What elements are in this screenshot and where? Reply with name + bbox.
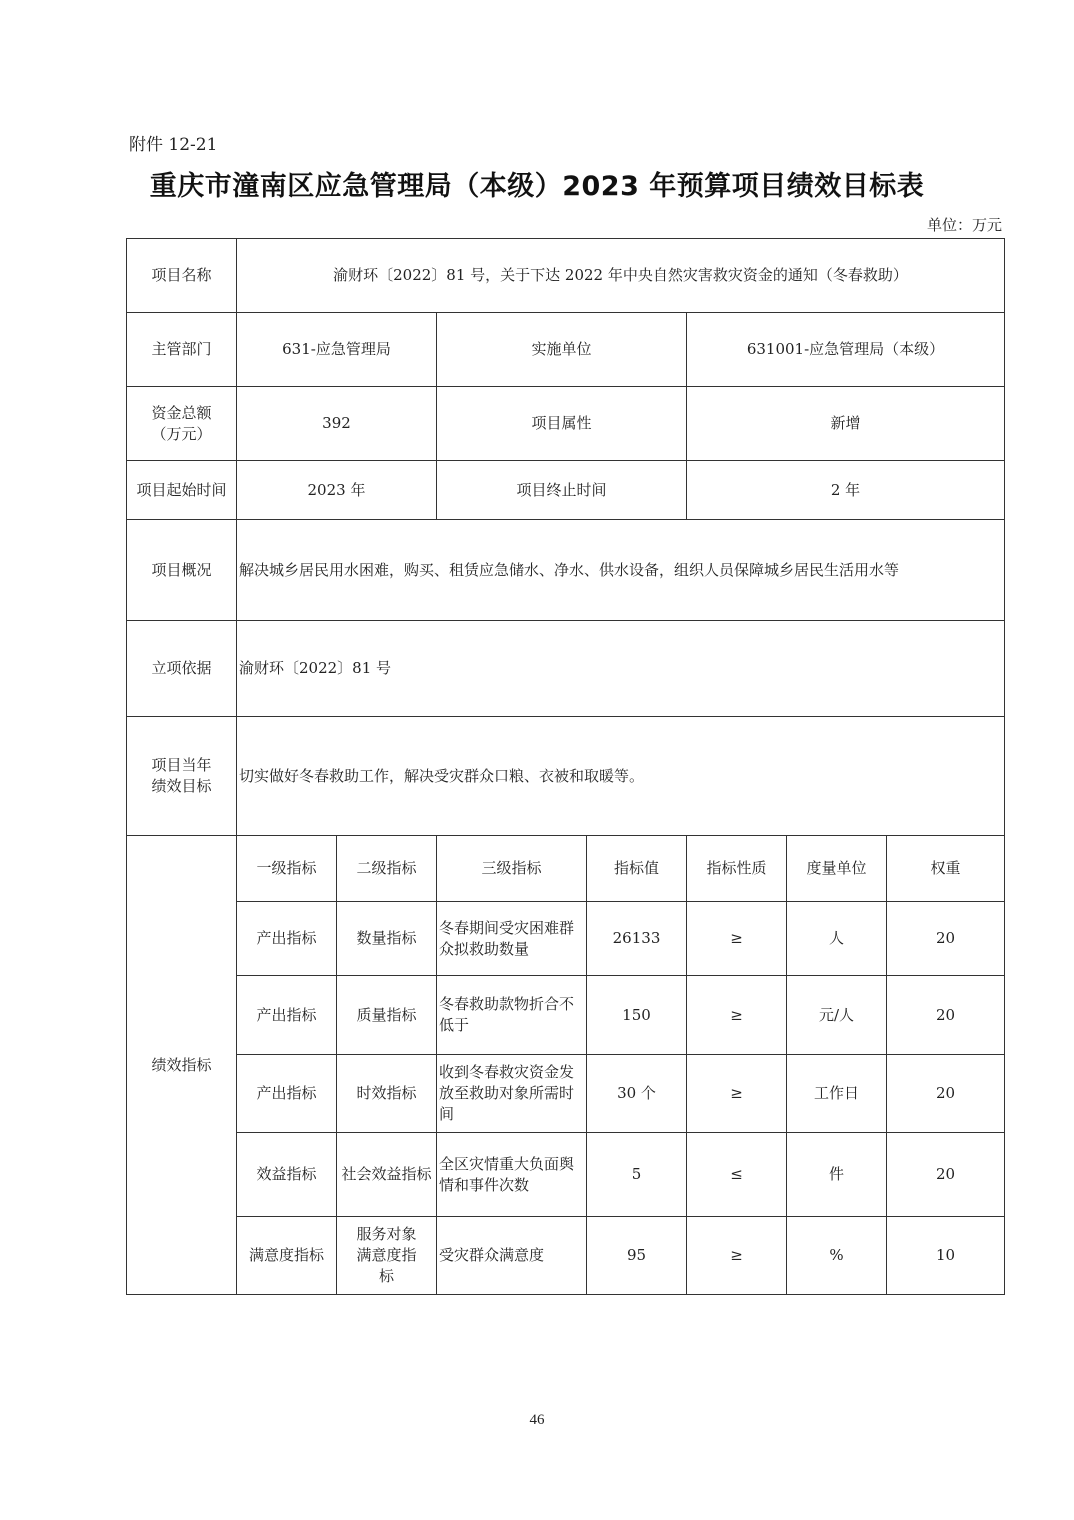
row-level3: 冬春期间受灾困难群众拟救助数量 bbox=[436, 901, 587, 976]
header-level3: 三级指标 bbox=[436, 835, 587, 902]
end-value: 2 年 bbox=[686, 460, 1005, 520]
row-nature: ≥ bbox=[686, 975, 787, 1055]
header-weight: 权重 bbox=[886, 835, 1005, 902]
row-value: 30 个 bbox=[586, 1054, 687, 1133]
overview-value: 解决城乡居民用水困难，购买、租赁应急储水、净水、供水设备，组织人员保障城乡居民生活用水等 bbox=[236, 519, 1005, 621]
row-level2: 时效指标 bbox=[336, 1054, 437, 1133]
row-unit: 件 bbox=[786, 1132, 887, 1217]
row-level2: 质量指标 bbox=[336, 975, 437, 1055]
row-value: 150 bbox=[586, 975, 687, 1055]
goal-label: 项目当年绩效目标 bbox=[126, 716, 237, 836]
header-level2: 二级指标 bbox=[336, 835, 437, 902]
row-level2: 社会效益指标 bbox=[336, 1132, 437, 1217]
impl-value: 631001-应急管理局（本级） bbox=[686, 312, 1005, 387]
row-unit: 人 bbox=[786, 901, 887, 976]
start-value: 2023 年 bbox=[236, 460, 437, 520]
row-unit: % bbox=[786, 1216, 887, 1295]
page-number: 46 bbox=[529, 1412, 545, 1428]
header-unit: 度量单位 bbox=[786, 835, 887, 902]
row-level1: 产出指标 bbox=[236, 1054, 337, 1133]
attr-value: 新增 bbox=[686, 386, 1005, 461]
row-level1: 满意度指标 bbox=[236, 1216, 337, 1295]
row-weight: 20 bbox=[886, 901, 1005, 976]
end-label: 项目终止时间 bbox=[436, 460, 687, 520]
row-weight: 10 bbox=[886, 1216, 1005, 1295]
attachment-label: 附件 12-21 bbox=[129, 135, 218, 155]
indicators-section-label: 绩效指标 bbox=[126, 835, 237, 1295]
row-value: 5 bbox=[586, 1132, 687, 1217]
impl-label: 实施单位 bbox=[436, 312, 687, 387]
project-name-label: 项目名称 bbox=[126, 238, 237, 313]
basis-value: 渝财环〔2022〕81 号 bbox=[236, 620, 1005, 717]
row-level3: 收到冬春救灾资金发放至救助对象所需时间 bbox=[436, 1054, 587, 1133]
row-unit: 元/人 bbox=[786, 975, 887, 1055]
row-nature: ≥ bbox=[686, 1216, 787, 1295]
row-level3: 冬春救助款物折合不低于 bbox=[436, 975, 587, 1055]
row-weight: 20 bbox=[886, 1054, 1005, 1133]
row-level1: 产出指标 bbox=[236, 901, 337, 976]
funds-value: 392 bbox=[236, 386, 437, 461]
row-nature: ≥ bbox=[686, 1054, 787, 1133]
row-level3: 受灾群众满意度 bbox=[436, 1216, 587, 1295]
attr-label: 项目属性 bbox=[436, 386, 687, 461]
row-level1: 产出指标 bbox=[236, 975, 337, 1055]
row-level1: 效益指标 bbox=[236, 1132, 337, 1217]
header-value: 指标值 bbox=[586, 835, 687, 902]
row-level2: 数量指标 bbox=[336, 901, 437, 976]
row-nature: ≤ bbox=[686, 1132, 787, 1217]
row-unit: 工作日 bbox=[786, 1054, 887, 1133]
row-weight: 20 bbox=[886, 975, 1005, 1055]
page-title: 重庆市潼南区应急管理局（本级）2023 年预算项目绩效目标表 bbox=[149, 171, 925, 202]
row-level3: 全区灾情重大负面舆情和事件次数 bbox=[436, 1132, 587, 1217]
goal-value: 切实做好冬春救助工作，解决受灾群众口粮、衣被和取暖等。 bbox=[236, 716, 1005, 836]
unit-label: 单位：万元 bbox=[926, 216, 1002, 234]
header-nature: 指标性质 bbox=[686, 835, 787, 902]
dept-label: 主管部门 bbox=[126, 312, 237, 387]
overview-label: 项目概况 bbox=[126, 519, 237, 621]
start-label: 项目起始时间 bbox=[126, 460, 237, 520]
row-level2: 服务对象满意度指标 bbox=[336, 1216, 437, 1295]
row-value: 95 bbox=[586, 1216, 687, 1295]
basis-label: 立项依据 bbox=[126, 620, 237, 717]
funds-label: 资金总额（万元） bbox=[126, 386, 237, 461]
row-value: 26133 bbox=[586, 901, 687, 976]
dept-value: 631-应急管理局 bbox=[236, 312, 437, 387]
header-level1: 一级指标 bbox=[236, 835, 337, 902]
row-nature: ≥ bbox=[686, 901, 787, 976]
project-name-value: 渝财环〔2022〕81 号，关于下达 2022 年中央自然灾害救灾资金的通知（冬春救助） bbox=[236, 238, 1005, 313]
row-weight: 20 bbox=[886, 1132, 1005, 1217]
